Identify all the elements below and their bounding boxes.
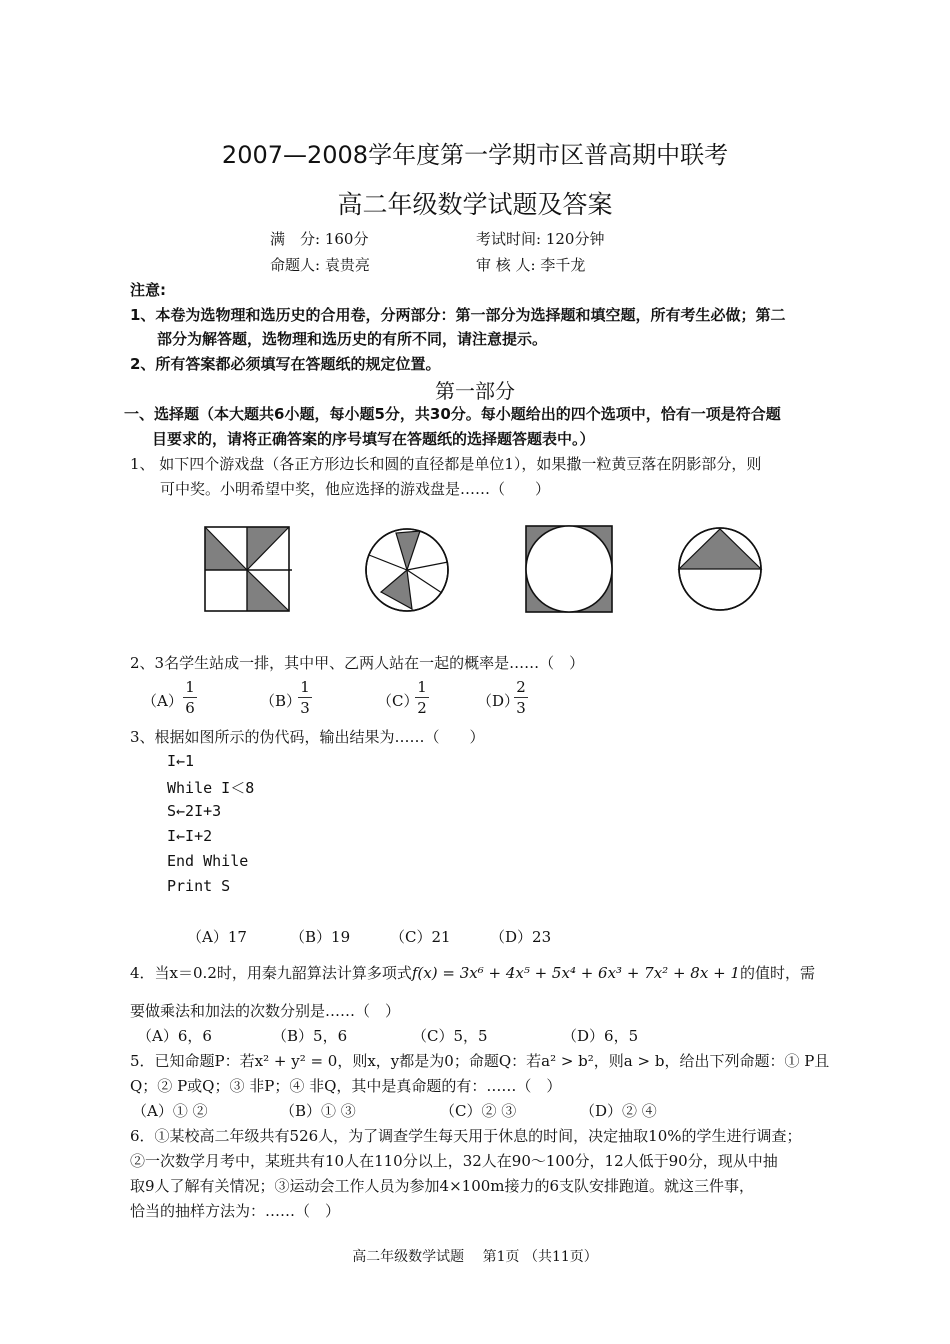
fraction-numerator: 1 — [185, 678, 195, 696]
option-label: （C） — [377, 692, 419, 710]
board-b-circle — [362, 525, 452, 615]
reviewer: 审 核 人: 李千龙 — [476, 256, 586, 274]
code-line: I←1 — [167, 752, 195, 770]
exam-subtitle: 高二年级数学试题及答案 — [337, 190, 613, 219]
code-line: S←2I+3 — [167, 802, 222, 820]
option-label: （D） — [477, 692, 520, 710]
section-heading: 一、选择题（本大题共6小题，每小题5分，共30分。每小题给出的四个选项中，恰有一项是符合题 — [124, 405, 781, 423]
board-c-square-circle — [522, 522, 616, 616]
option: （B）5，6 — [272, 1027, 348, 1045]
fraction-denominator: 3 — [516, 699, 526, 717]
notice-heading: 注意: — [130, 281, 166, 299]
option-label: （A） — [142, 692, 183, 710]
option: （C）5，5 — [412, 1027, 488, 1045]
option: （D）23 — [490, 928, 552, 946]
option-fraction — [183, 678, 197, 717]
question-5: 5．已知命题P：若x² + y² = 0，则x，y都是为0；命题Q：若a² > b²，则a > b，给出下列命题：① P且 — [130, 1052, 830, 1070]
author: 命题人: 袁贵亮 — [270, 256, 370, 274]
option: （A）6，6 — [137, 1027, 212, 1045]
code-line: End While — [167, 852, 249, 870]
exam-time: 考试时间: 120分钟 — [476, 230, 605, 248]
fraction-denominator: 2 — [417, 699, 427, 717]
question-4 — [130, 962, 815, 983]
part-title: 第一部分 — [435, 379, 515, 403]
question-5-cont: Q；② P或Q；③ 非P；④ 非Q，其中是真命题的有：……（ ） — [130, 1077, 562, 1095]
notice-item-1-cont: 部分为解答题，选物理和选历史的有所不同，请注意提示。 — [157, 330, 548, 348]
board-a-square — [200, 522, 295, 614]
fraction-denominator: 6 — [185, 699, 195, 717]
board-d-circle-triangle — [674, 524, 766, 614]
code-line: I←I+2 — [167, 827, 213, 845]
option: （B）19 — [290, 928, 351, 946]
code-line: While I＜8 — [167, 779, 255, 797]
notice-item-2: 2、所有答案都必须填写在答题纸的规定位置。 — [130, 355, 441, 373]
question-1-cont: 可中奖。小明希望中奖，他应选择的游戏盘是……（ ） — [160, 480, 551, 498]
option-label: （B） — [260, 692, 302, 710]
option: （A）① ② — [132, 1102, 208, 1120]
fraction-numerator: 2 — [516, 678, 526, 696]
option-fraction — [298, 678, 312, 717]
option: （D）② ④ — [580, 1102, 657, 1120]
option: （D）6，5 — [562, 1027, 639, 1045]
question-1: 1、 如下四个游戏盘（各正方形边长和圆的直径都是单位1），如果撒一粒黄豆落在阴影部分，则 — [130, 455, 762, 473]
question-2: 2、3名学生站成一排，其中甲、乙两人站在一起的概率是……（ ） — [130, 654, 585, 672]
option: （B）① ③ — [280, 1102, 356, 1120]
section-heading-cont: 目要求的，请将正确答案的序号填写在答题纸的选择题答题表中。） — [152, 430, 595, 448]
full-score: 满 分: 160分 — [270, 230, 369, 248]
question-6-cont-1: ②一次数学月考中，某班共有10人在110分以上，32人在90～100分，12人低于90分，现从中抽 — [130, 1152, 778, 1170]
option: （A）17 — [187, 928, 247, 946]
option-fraction — [514, 678, 528, 717]
question-6-cont-3: 恰当的抽样方法为：……（ ） — [130, 1202, 341, 1220]
polynomial-formula: f(x) = 3x⁶ + 4x⁵ + 5x⁴ + 6x³ + 7x² + 8x + 1 — [411, 964, 740, 982]
question-4-prefix: 4．当x＝0.2时，用秦九韶算法计算多项式 — [130, 964, 412, 982]
fraction-numerator: 1 — [300, 678, 310, 696]
question-6-cont-2: 取9人了解有关情况；③运动会工作人员为参加4×100m接力的6支队安排跑道。就这三件事， — [130, 1177, 755, 1195]
option-fraction — [415, 678, 429, 717]
question-4-cont: 要做乘法和加法的次数分别是……（ ） — [130, 1002, 401, 1020]
question-4-suffix: 的值时，需 — [739, 964, 815, 982]
notice-item-1: 1、本卷为选物理和选历史的合用卷，分两部分：第一部分为选择题和填空题，所有考生必做；第二 — [130, 306, 786, 324]
option: （C）② ③ — [440, 1102, 517, 1120]
question-6: 6．①某校高二年级共有526人，为了调查学生每天用于休息的时间，决定抽取10%的学生进行调查； — [130, 1127, 802, 1145]
fraction-numerator: 1 — [417, 678, 427, 696]
option: （C）21 — [390, 928, 451, 946]
question-3: 3、根据如图所示的伪代码，输出结果为……（ ） — [130, 728, 485, 746]
code-line: Print S — [167, 877, 231, 895]
page-footer: 高二年级数学试题 第1页 （共11页） — [352, 1249, 598, 1265]
exam-title: 2007—2008学年度第一学期市区普高期中联考 — [221, 141, 729, 169]
fraction-denominator: 3 — [300, 699, 310, 717]
